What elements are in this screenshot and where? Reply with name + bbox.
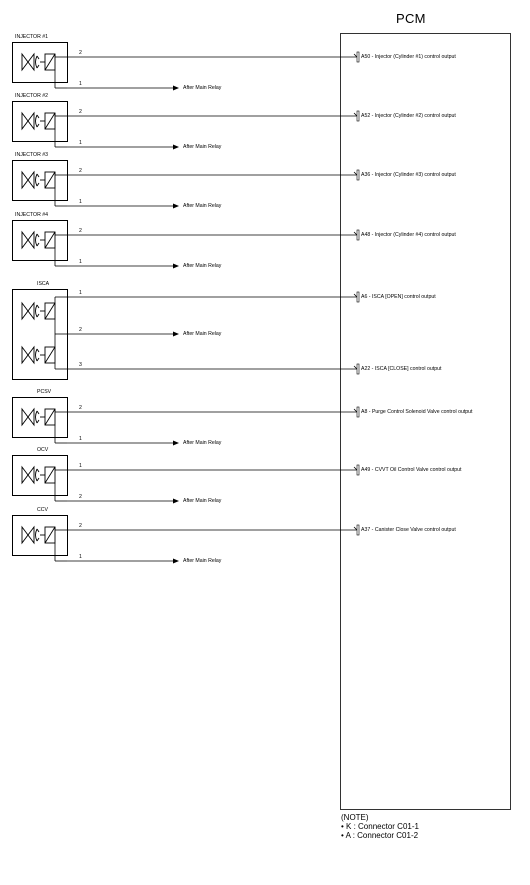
comp-6-valve-symbol (22, 409, 55, 425)
comp-7-pcm-tick-1 (354, 467, 357, 470)
comp-3-pin-label-2: A36 - Injector (Cylinder #3) control output (361, 172, 456, 178)
comp-3-pin-2: 2 (79, 168, 82, 174)
comp-5-pin-2: 2 (79, 327, 82, 333)
comp-4-label: INJECTOR #4 (15, 212, 49, 218)
comp-4-pcm-connector-2 (357, 230, 359, 240)
comp-4-pcm-tick-2 (354, 232, 357, 235)
comp-2-pin-1: 1 (79, 140, 82, 146)
comp-1-relay-label: After Main Relay (183, 85, 222, 91)
comp-2-label: INJECTOR #2 (15, 93, 49, 99)
comp-4-valve-symbol (22, 232, 55, 248)
comp-8-label: CCV (37, 507, 48, 513)
note-heading: (NOTE) (341, 813, 369, 822)
comp-5-pin-3: 3 (79, 362, 82, 368)
comp-4-relay-arrow (173, 264, 179, 269)
comp-5-box (13, 290, 68, 380)
comp-7-pin-label-1: A49 - CVVT Oil Control Valve control output (361, 467, 462, 473)
comp-1-relay-arrow (173, 86, 179, 91)
comp-4-box (13, 221, 68, 261)
comp-8-pin-label-2: A37 - Canister Close Valve control output (361, 527, 456, 533)
comp-5-pcm-connector-1 (357, 292, 359, 302)
comp-6-relay-arrow (173, 441, 179, 446)
comp-3-valve-symbol (22, 172, 55, 188)
comp-5-label: ISCA (37, 281, 50, 287)
note-line-a: • A : Connector C01-2 (341, 831, 419, 840)
comp-5-pcm-tick-3 (354, 366, 357, 369)
comp-8-valve-symbol (22, 527, 55, 543)
comp-3-pcm-connector-2 (357, 170, 359, 180)
comp-2-relay-arrow (173, 145, 179, 150)
comp-2-valve-symbol (22, 113, 55, 129)
comp-8-pcm-connector-2 (357, 525, 359, 535)
comp-3-relay-label: After Main Relay (183, 203, 222, 209)
comp-6-box (13, 398, 68, 438)
comp-1-label: INJECTOR #1 (15, 34, 49, 40)
comp-2-pcm-tick-2 (354, 113, 357, 116)
comp-8-box (13, 516, 68, 556)
comp-8-relay-label: After Main Relay (183, 558, 222, 564)
comp-3-relay-arrow (173, 204, 179, 209)
comp-5b-valve-symbol (22, 347, 55, 363)
comp-7-pin-2: 2 (79, 494, 82, 500)
comp-1-valve-symbol (22, 54, 55, 70)
comp-6-pin-1: 1 (79, 436, 82, 442)
note-line-k: • K : Connector C01-1 (341, 822, 419, 831)
comp-7-relay-arrow (173, 499, 179, 504)
comp-6-pcm-tick-2 (354, 409, 357, 412)
comp-2-pin-2: 2 (79, 109, 82, 115)
comp-5-pin-1: 1 (79, 290, 82, 296)
comp-8-pin-2: 2 (79, 523, 82, 529)
comp-5a-valve-symbol (22, 303, 55, 319)
comp-5-pin-label-3: A22 - ISCA [CLOSE] control output (361, 366, 442, 372)
comp-1-pin-label-2: A50 - Injector (Cylinder #1) control output (361, 54, 456, 60)
comp-6-pin-label-2: A8 - Purge Control Solenoid Valve control output (361, 409, 473, 415)
comp-1-pin-1: 1 (79, 81, 82, 87)
comp-6-pin-2: 2 (79, 405, 82, 411)
comp-4-pin-1: 1 (79, 259, 82, 265)
pcm-box (341, 34, 511, 810)
comp-8-pin-1: 1 (79, 554, 82, 560)
comp-2-relay-label: After Main Relay (183, 144, 222, 150)
comp-4-pin-label-2: A48 - Injector (Cylinder #4) control output (361, 232, 456, 238)
comp-2-pin-label-2: A52 - Injector (Cylinder #2) control output (361, 113, 456, 119)
comp-6-label: PCSV (37, 389, 52, 395)
comp-1-box (13, 43, 68, 83)
comp-7-relay-label: After Main Relay (183, 498, 222, 504)
comp-5-pcm-tick-1 (354, 294, 357, 297)
comp-7-label: OCV (37, 447, 49, 453)
comp-6-pcm-connector-2 (357, 407, 359, 417)
comp-4-pin-2: 2 (79, 228, 82, 234)
comp-1-pcm-connector-2 (357, 52, 359, 62)
comp-7-box (13, 456, 68, 496)
comp-5-relay-label: After Main Relay (183, 331, 222, 337)
comp-5-relay-arrow (173, 332, 179, 337)
pcm-title: PCM (396, 11, 426, 26)
comp-5-pin-label-1: A6 - ISCA [OPEN] control output (361, 294, 436, 300)
comp-7-pin-1: 1 (79, 463, 82, 469)
comp-2-pcm-connector-2 (357, 111, 359, 121)
comp-1-pcm-tick-2 (354, 54, 357, 57)
comp-3-box (13, 161, 68, 201)
comp-6-relay-label: After Main Relay (183, 440, 222, 446)
comp-3-pin-1: 1 (79, 199, 82, 205)
comp-8-pcm-tick-2 (354, 527, 357, 530)
comp-3-pcm-tick-2 (354, 172, 357, 175)
comp-7-pcm-connector-1 (357, 465, 359, 475)
comp-4-relay-label: After Main Relay (183, 263, 222, 269)
comp-7-valve-symbol (22, 467, 55, 483)
comp-1-pin-2: 2 (79, 50, 82, 56)
note-block (341, 813, 419, 840)
comp-2-box (13, 102, 68, 142)
comp-8-relay-arrow (173, 559, 179, 564)
comp-3-label: INJECTOR #3 (15, 152, 49, 158)
comp-5-pcm-connector-3 (357, 364, 359, 374)
